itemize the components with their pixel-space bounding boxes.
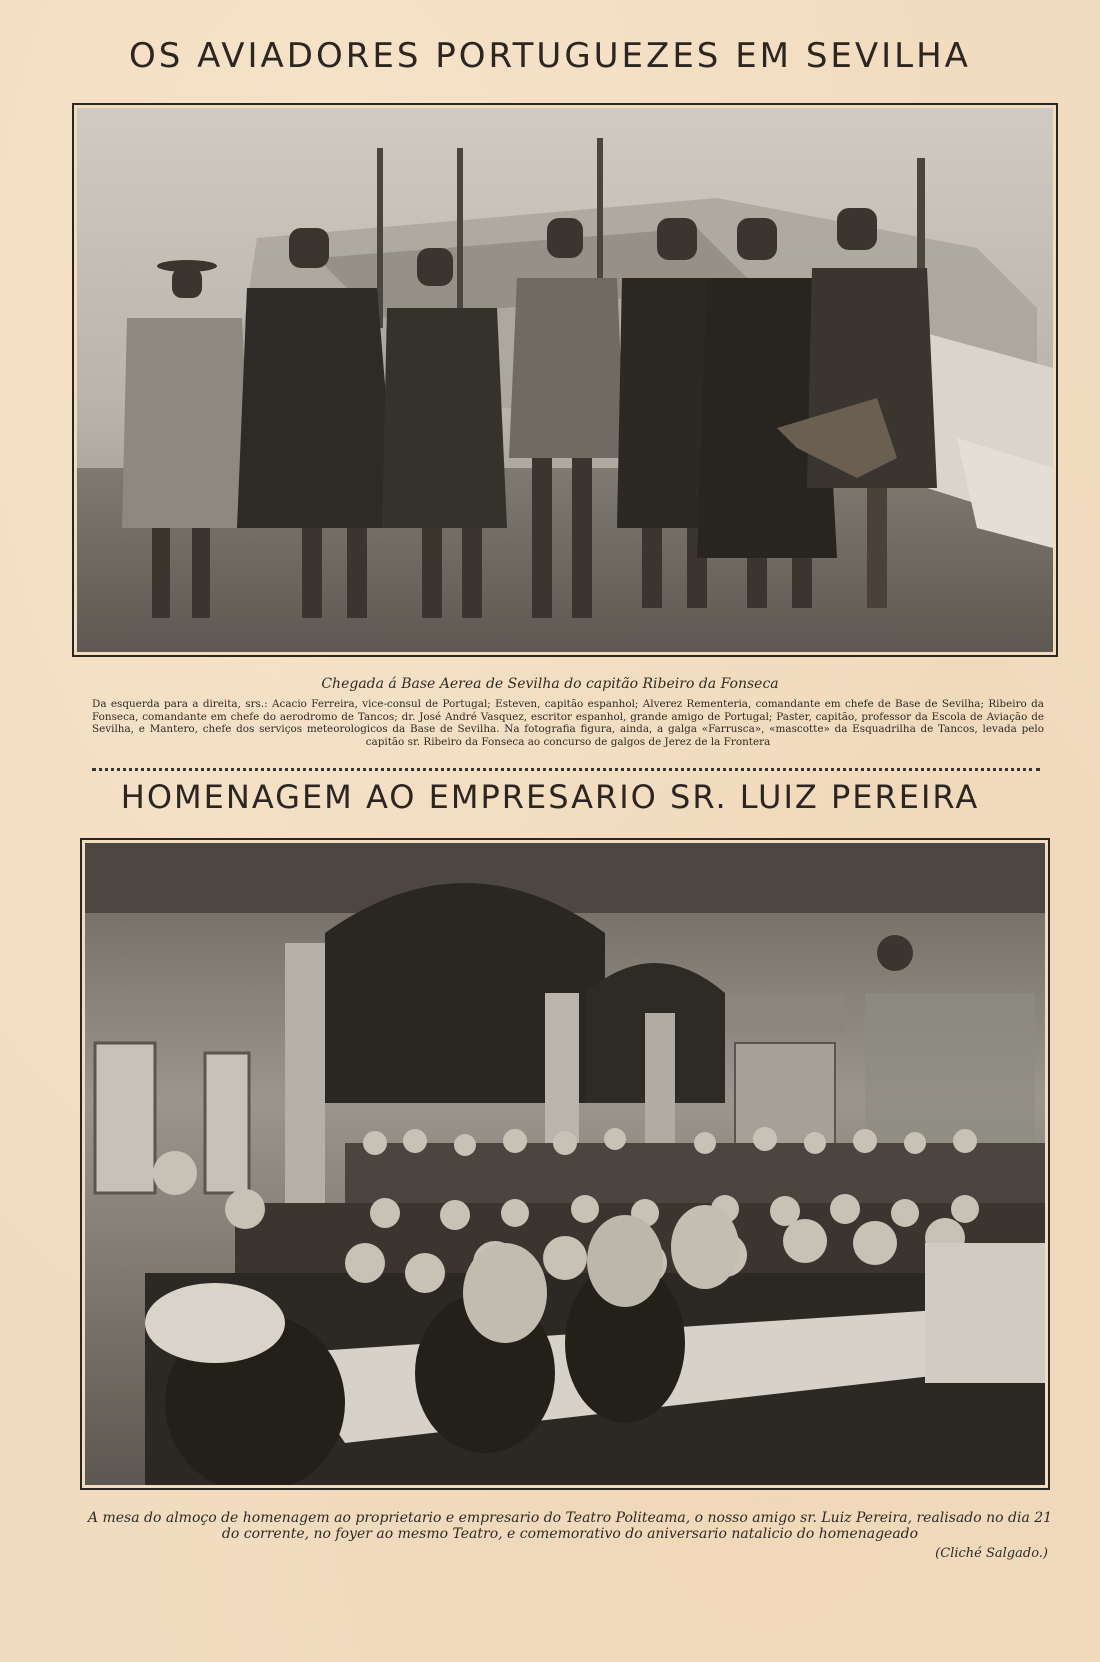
- headline-aviators: OS AVIADORES PORTUGUEZES EM SEVILHA: [129, 36, 971, 76]
- photo-banquet-frame: [80, 838, 1050, 1490]
- photo-banquet-image: [85, 843, 1045, 1485]
- photo-credit: (Cliché Salgado.): [935, 1546, 1048, 1561]
- photo-aviators-caption-title: Chegada á Base Aerea de Sevilha do capitão Ribeiro da Fonseca: [321, 676, 779, 692]
- photo-banquet: [85, 843, 1045, 1485]
- headline-homage: HOMENAGEM AO EMPRESARIO SR. LUIZ PEREIRA: [120, 778, 980, 816]
- photo-aviators-image: [77, 108, 1053, 652]
- photo-aviators-caption-body: Da esquerda para a direita, srs.: Acacio Ferreira, vice-consul de Portugal; Esteven, capitão espanhol; Alverez Rementeria, comandante em chefe de Base de Sevilha; Ribeiro da Fonseca, comandante em chefe do aerodromo de Tancos; dr. José André Vasquez, escritor espanhol, grande amigo de Portugal; Paster, capitão, professor da Escola de Aviação de Sevilha, e Mantero, chefe dos serviços meteorologicos da Base de Sevilha. Na fotografia figura, ainda, a galga «Farrusca», «mascotte» da Esquadrilha de Tancos, levada pelo capitão sr. Ribeiro da Fonseca ao concurso de galgos de Jerez de la Frontera: [92, 698, 1044, 748]
- photo-aviators-frame: [72, 103, 1058, 657]
- photo-aviators: [77, 108, 1053, 652]
- photo-banquet-caption: A mesa do almoço de homenagem ao proprietario e empresario do Teatro Politeama, o nosso amigo sr. Luiz Pereira, realisado no dia 21 do corrente, no foyer ao mesmo Teatro, e comemorativo do aniversario natalicio do homenageado: [87, 1510, 1053, 1542]
- section-divider: [92, 768, 1040, 775]
